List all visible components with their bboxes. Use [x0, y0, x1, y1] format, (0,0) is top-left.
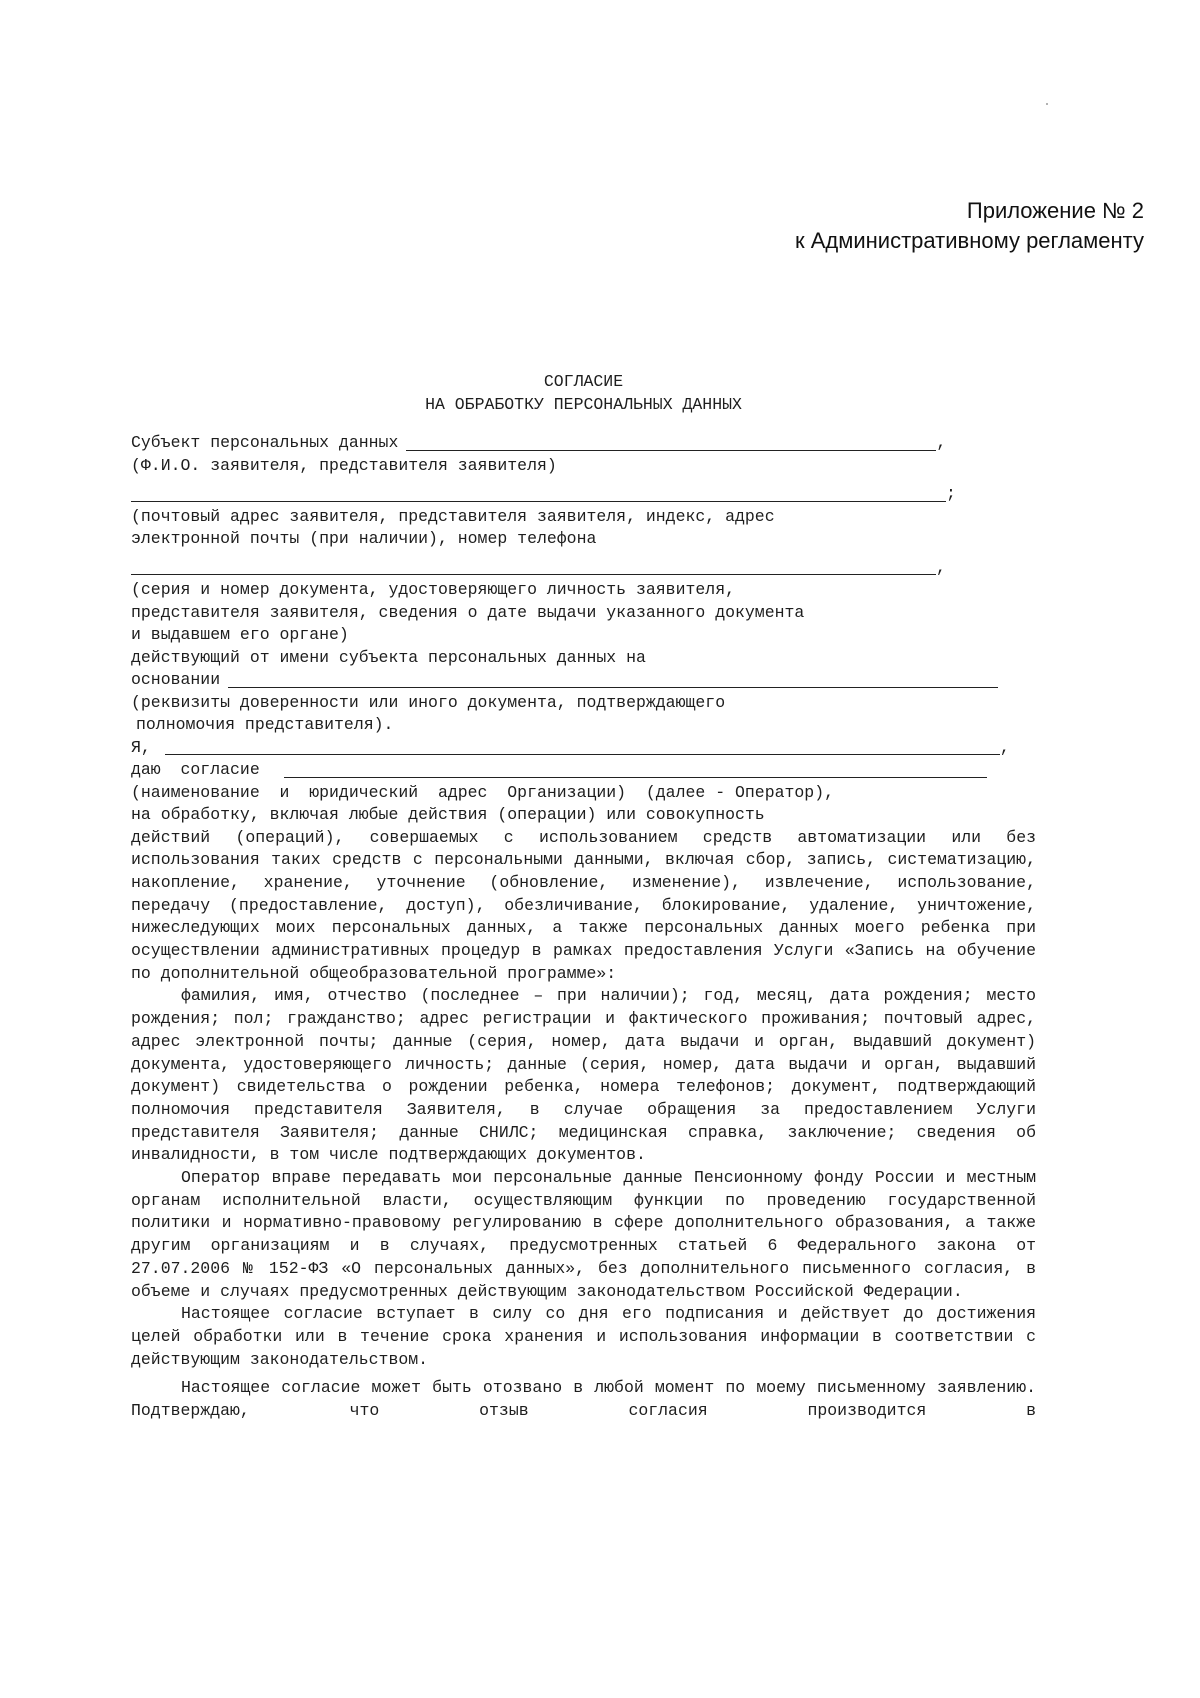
subject-hint: (Ф.И.О. заявителя, представителя заявителя)	[131, 455, 557, 475]
basis-row	[131, 669, 1036, 692]
consent-row	[131, 759, 1036, 782]
appendix-number: Приложение № 2	[966, 198, 1144, 223]
title-line-2: НА ОБРАБОТКУ ПЕРСОНАЛЬНЫХ ДАННЫХ	[425, 395, 742, 414]
semicolon: ;	[946, 484, 956, 503]
document-title	[131, 370, 1036, 416]
consent-document	[131, 370, 1036, 1423]
actions-paragraph: действий (операций), совершаемых с использованием средств автоматизации или без использования таких средств с персональными данными, включая сбор, запись, систематизацию, накопление, хранение, уточнение (обновление, изменение), извлечение, использование, передачу (предоставление, доступ), обезличивание, блокирование, удаление, уничтожение, нижеследующих моих персональных данных, а также персональных данных моего ребенка при осуществлении административных процедур в рамках предоставления Услуги «Запись на обучение по дополнительной общеобразовательной программе»:	[131, 827, 1036, 983]
title-line-1: СОГЛАСИЕ	[543, 372, 624, 391]
purpose-line: на обработку, включая любые действия (операции) или совокупность	[131, 805, 765, 824]
address-hint-1: (почтовый адрес заявителя, представителя заявителя, индекс, адрес	[131, 506, 775, 526]
basis-hint-1: (реквизиты доверенности или иного документа, подтверждающего	[131, 692, 726, 712]
basis-label: основании	[131, 670, 221, 689]
comma: ,	[936, 557, 946, 577]
comma: ,	[999, 737, 1010, 757]
consent-label: даю согласие	[131, 760, 260, 779]
identity-hint-2: представителя заявителя, сведения о дате выдачи указанного документа	[131, 602, 805, 622]
appendix-reference: к Административному регламенту	[794, 228, 1144, 253]
data-list-paragraph: фамилия, имя, отчество (последнее – при наличии); год, месяц, дата рождения; место рождения; пол; гражданство; адрес регистрации и фактического проживания; почтовый адрес, адрес электронной почты; данные (серия, номер, дата выдачи и орган, выдавший документ) документа, удостоверяющего личность; данные (серия, номер, дата выдачи и орган, выдавший документ) свидетельства о рождении ребенка, номера телефонов; документ, подтверждающий полномочия представителя Заявителя, в случае обращения за предоставлением Услуги представителя Заявителя; данные СНИЛС; медицинская справка, заключение; сведения об инвалидности, в том числе подтверждающих документов.	[131, 986, 1036, 1165]
validity-paragraph: Настоящее согласие вступает в силу со дня его подписания и действует до достижения целей обработки или в течение срока хранения и использования информации в соответствии с действующим законодательством.	[131, 1304, 1036, 1369]
basis-hint-2: полномочия представителя).	[136, 715, 394, 734]
i-label: Я,	[131, 737, 151, 757]
i-row	[131, 737, 1036, 760]
subject-name-field[interactable]	[406, 435, 936, 451]
address-field[interactable]	[131, 486, 946, 502]
subject-label: Субъект персональных данных	[131, 433, 399, 452]
basis-field[interactable]	[228, 672, 998, 688]
address-hint-2: электронной почты (при наличии), номер телефона	[131, 529, 597, 548]
address-row	[131, 483, 1036, 506]
identity-document-row	[131, 557, 1036, 580]
appendix-header	[795, 196, 1144, 256]
operator-rights-paragraph: Оператор вправе передавать мои персональные данные Пенсионному фонду России и местным органам исполнительной власти, осуществляющим функции по проведению государственной политики и нормативно-правовому регулированию в сфере дополнительного образования, а также другим организациям и в случаях, предусмотренных статьей 6 Федерального закона от 27.07.2006 № 152-ФЗ «О персональных данных», без дополнительного письменного согласия, в объеме и случаях предусмотренных действующим законодательством Российской Федерации.	[131, 1168, 1036, 1301]
comma: ,	[936, 433, 947, 452]
operator-hint: (наименование и юридический адрес Организации) (далее - Оператор),	[131, 782, 835, 802]
identity-hint-3: и выдавшем его органе)	[131, 625, 349, 644]
subject-row	[131, 432, 1036, 455]
identity-document-field[interactable]	[131, 559, 936, 575]
scan-speck	[1046, 103, 1048, 105]
operator-field[interactable]	[284, 762, 987, 778]
revocation-paragraph: Настоящее согласие может быть отозвано в любой момент по моему письменному заявлению. Подтверждаю, что отзыв согласия производится в	[131, 1378, 1036, 1421]
i-name-field[interactable]	[165, 739, 1000, 755]
identity-hint-1: (серия и номер документа, удостоверяющего личность заявителя,	[131, 580, 735, 599]
acting-line: действующий от имени субъекта персональных данных на	[131, 647, 646, 667]
